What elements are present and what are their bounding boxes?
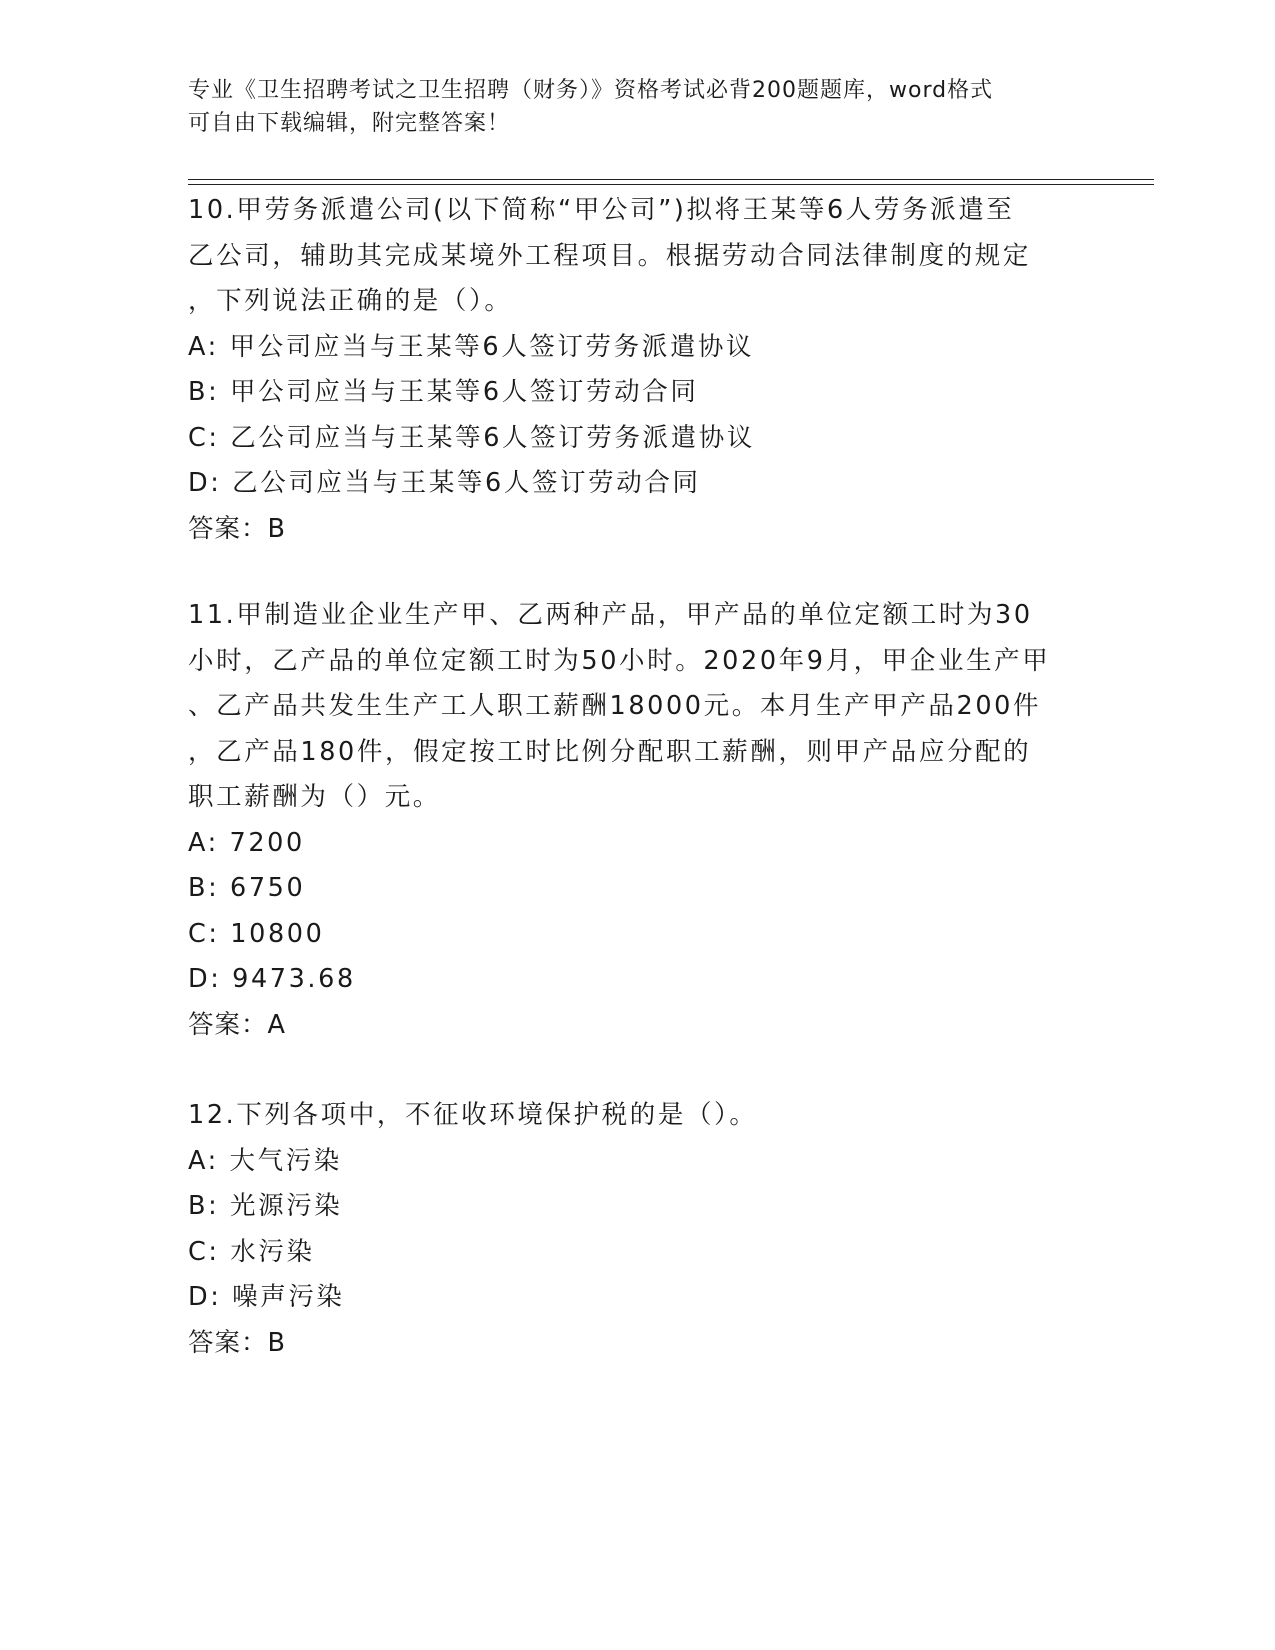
option-d: D: 9473.68: [188, 964, 356, 994]
question-text-line: 小时，乙产品的单位定额工时为50小时。2020年9月，甲企业生产甲: [188, 645, 1051, 676]
option-b: B: 光源污染: [188, 1191, 343, 1221]
answer-label: 答案：B: [188, 513, 286, 544]
question-text-line: ，下列说法正确的是（）。: [188, 286, 513, 316]
question-11: [188, 593, 1088, 1048]
option-a: A: 7200: [188, 827, 305, 858]
header-line-1: 专业《卫生招聘考试之卫生招聘（财务）》资格考试必背200题题库，word格式: [188, 78, 994, 103]
header-rule-top: [188, 179, 1154, 180]
question-text-line: 10.甲劳务派遣公司(以下简称“甲公司”)拟将王某等6人劳务派遣至: [188, 195, 1015, 225]
option-b: B: 6750: [188, 873, 306, 903]
option-d: D: 噪声污染: [188, 1282, 345, 1312]
option-d: D: 乙公司应当与王某等6人签订劳动合同: [188, 468, 701, 498]
option-c: C: 水污染: [188, 1236, 315, 1267]
header-line-2: 可自由下载编辑，附完整答案！: [188, 111, 511, 136]
option-b: B: 甲公司应当与王某等6人签订劳动合同: [188, 377, 699, 407]
option-c: C: 乙公司应当与王某等6人签订劳务派遣协议: [188, 422, 755, 453]
question-text-line: 乙公司，辅助其完成某境外工程项目。根据劳动合同法律制度的规定: [188, 240, 1032, 271]
header-rule-bottom: [188, 184, 1154, 185]
option-a: A: 大气污染: [188, 1145, 342, 1176]
option-c: C: 10800: [188, 918, 325, 949]
answer-label: 答案：A: [188, 1009, 286, 1040]
question-text-line: 11.甲制造业企业生产甲、乙两种产品，甲产品的单位定额工时为30: [188, 600, 1033, 630]
document-header: [188, 74, 1088, 140]
option-a: A: 甲公司应当与王某等6人签订劳务派遣协议: [188, 331, 755, 362]
question-12: [188, 1093, 1088, 1366]
question-text-line: ，乙产品180件，假定按工时比例分配职工薪酬，则甲产品应分配的: [188, 736, 1032, 767]
question-10: [188, 188, 1088, 552]
question-text-line: 、乙产品共发生生产工人职工薪酬18000元。本月生产甲产品200件: [188, 691, 1042, 721]
question-text-line: 12.下列各项中，不征收环境保护税的是（）。: [188, 1100, 758, 1130]
answer-label: 答案：B: [188, 1327, 286, 1358]
question-text-line: 职工薪酬为（）元。: [188, 782, 441, 812]
